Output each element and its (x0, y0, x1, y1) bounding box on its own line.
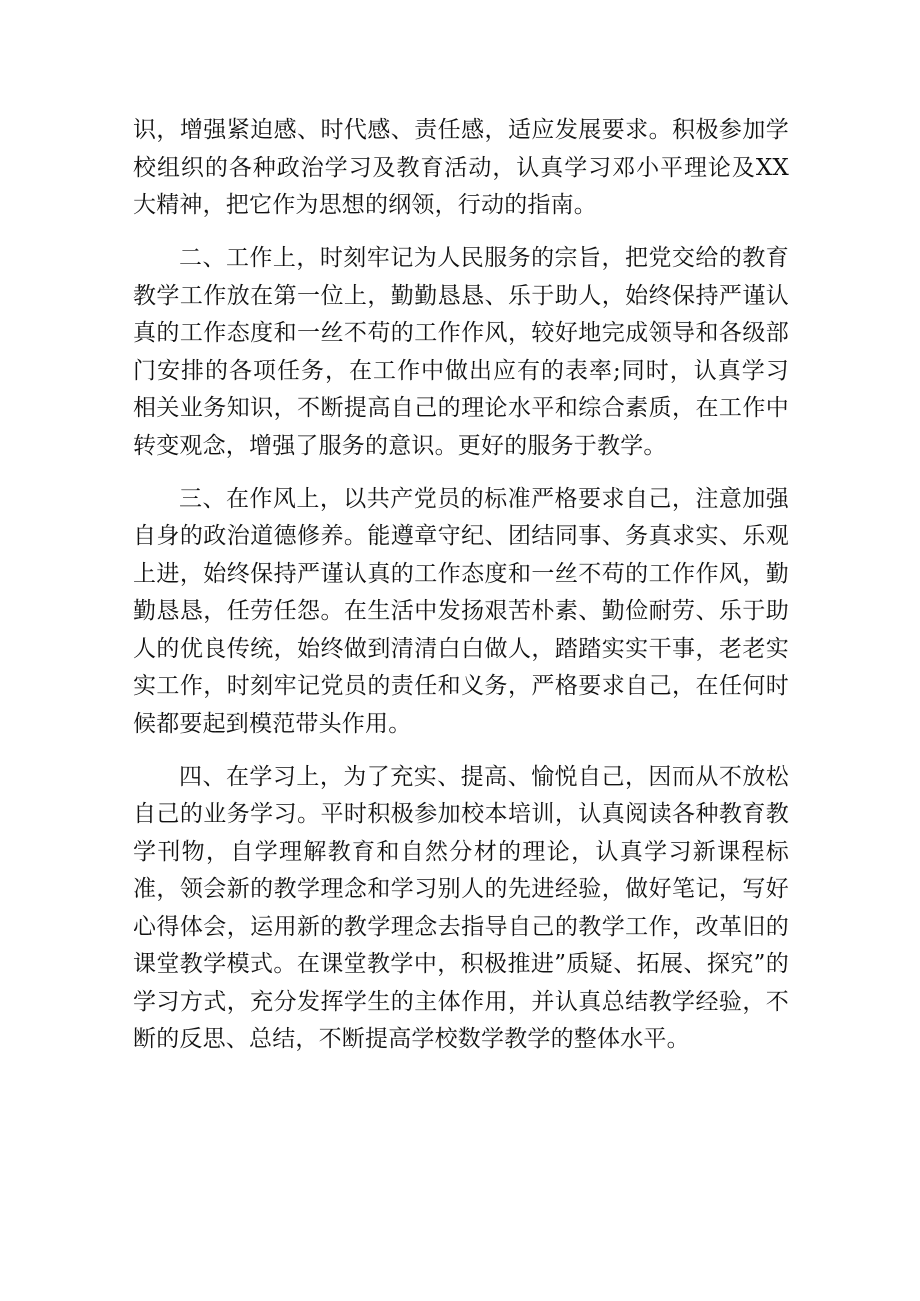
paragraph-study: 四、在学习上，为了充实、提高、愉悦自己，因而从不放松自己的业务学习。平时积极参加校本培训，认真阅读各种教育教学刊物，自学理解教育和自然分材的理论，认真学习新课程标准，领会新的教学理念和学习别人的先进经验，做好笔记，写好心得体会，运用新的教学理念去指导自己的教学工作，改革旧的课堂教学模式。在课堂教学中，积极推进”质疑、拓展、探究”的学习方式，充分发挥学生的主体作用，并认真总结教学经验，不断的反思、总结，不断提高学校数学教学的整体水平。 (133, 763, 789, 1052)
paragraph-continuation: 识，增强紧迫感、时代感、责任感，适应发展要求。积极参加学校组织的各种政治学习及教育活动，认真学习邓小平理论及XX大精神，把它作为思想的纲领，行动的指南。 (133, 117, 789, 218)
paragraph-style: 三、在作风上，以共产党员的标准严格要求自己，注意加强自身的政治道德修养。能遵章守纪、团结同事、务真求实、乐观上进，始终保持严谨认真的工作态度和一丝不苟的工作作风，勤勤恳恳，任劳任怨。在生活中发扬艰苦朴素、勤俭耐劳、乐于助人的优良传统，始终做到清清白白做人，踏踏实实干事，老老实实工作，时刻牢记党员的责任和义务，严格要求自己，在任何时候都要起到模范带头作用。 (133, 485, 789, 737)
document-body (133, 112, 789, 1074)
paragraph-work: 二、工作上，时刻牢记为人民服务的宗旨，把党交给的教育教学工作放在第一位上，勤勤恳恳、乐于助人，始终保持严谨认真的工作态度和一丝不苟的工作作风，较好地完成领导和各级部门安排的各项任务，在工作中做出应有的表率;同时，认真学习相关业务知识，不断提高自己的理论水平和综合素质，在工作中转变观念，增强了服务的意识。更好的服务于教学。 (133, 245, 789, 459)
